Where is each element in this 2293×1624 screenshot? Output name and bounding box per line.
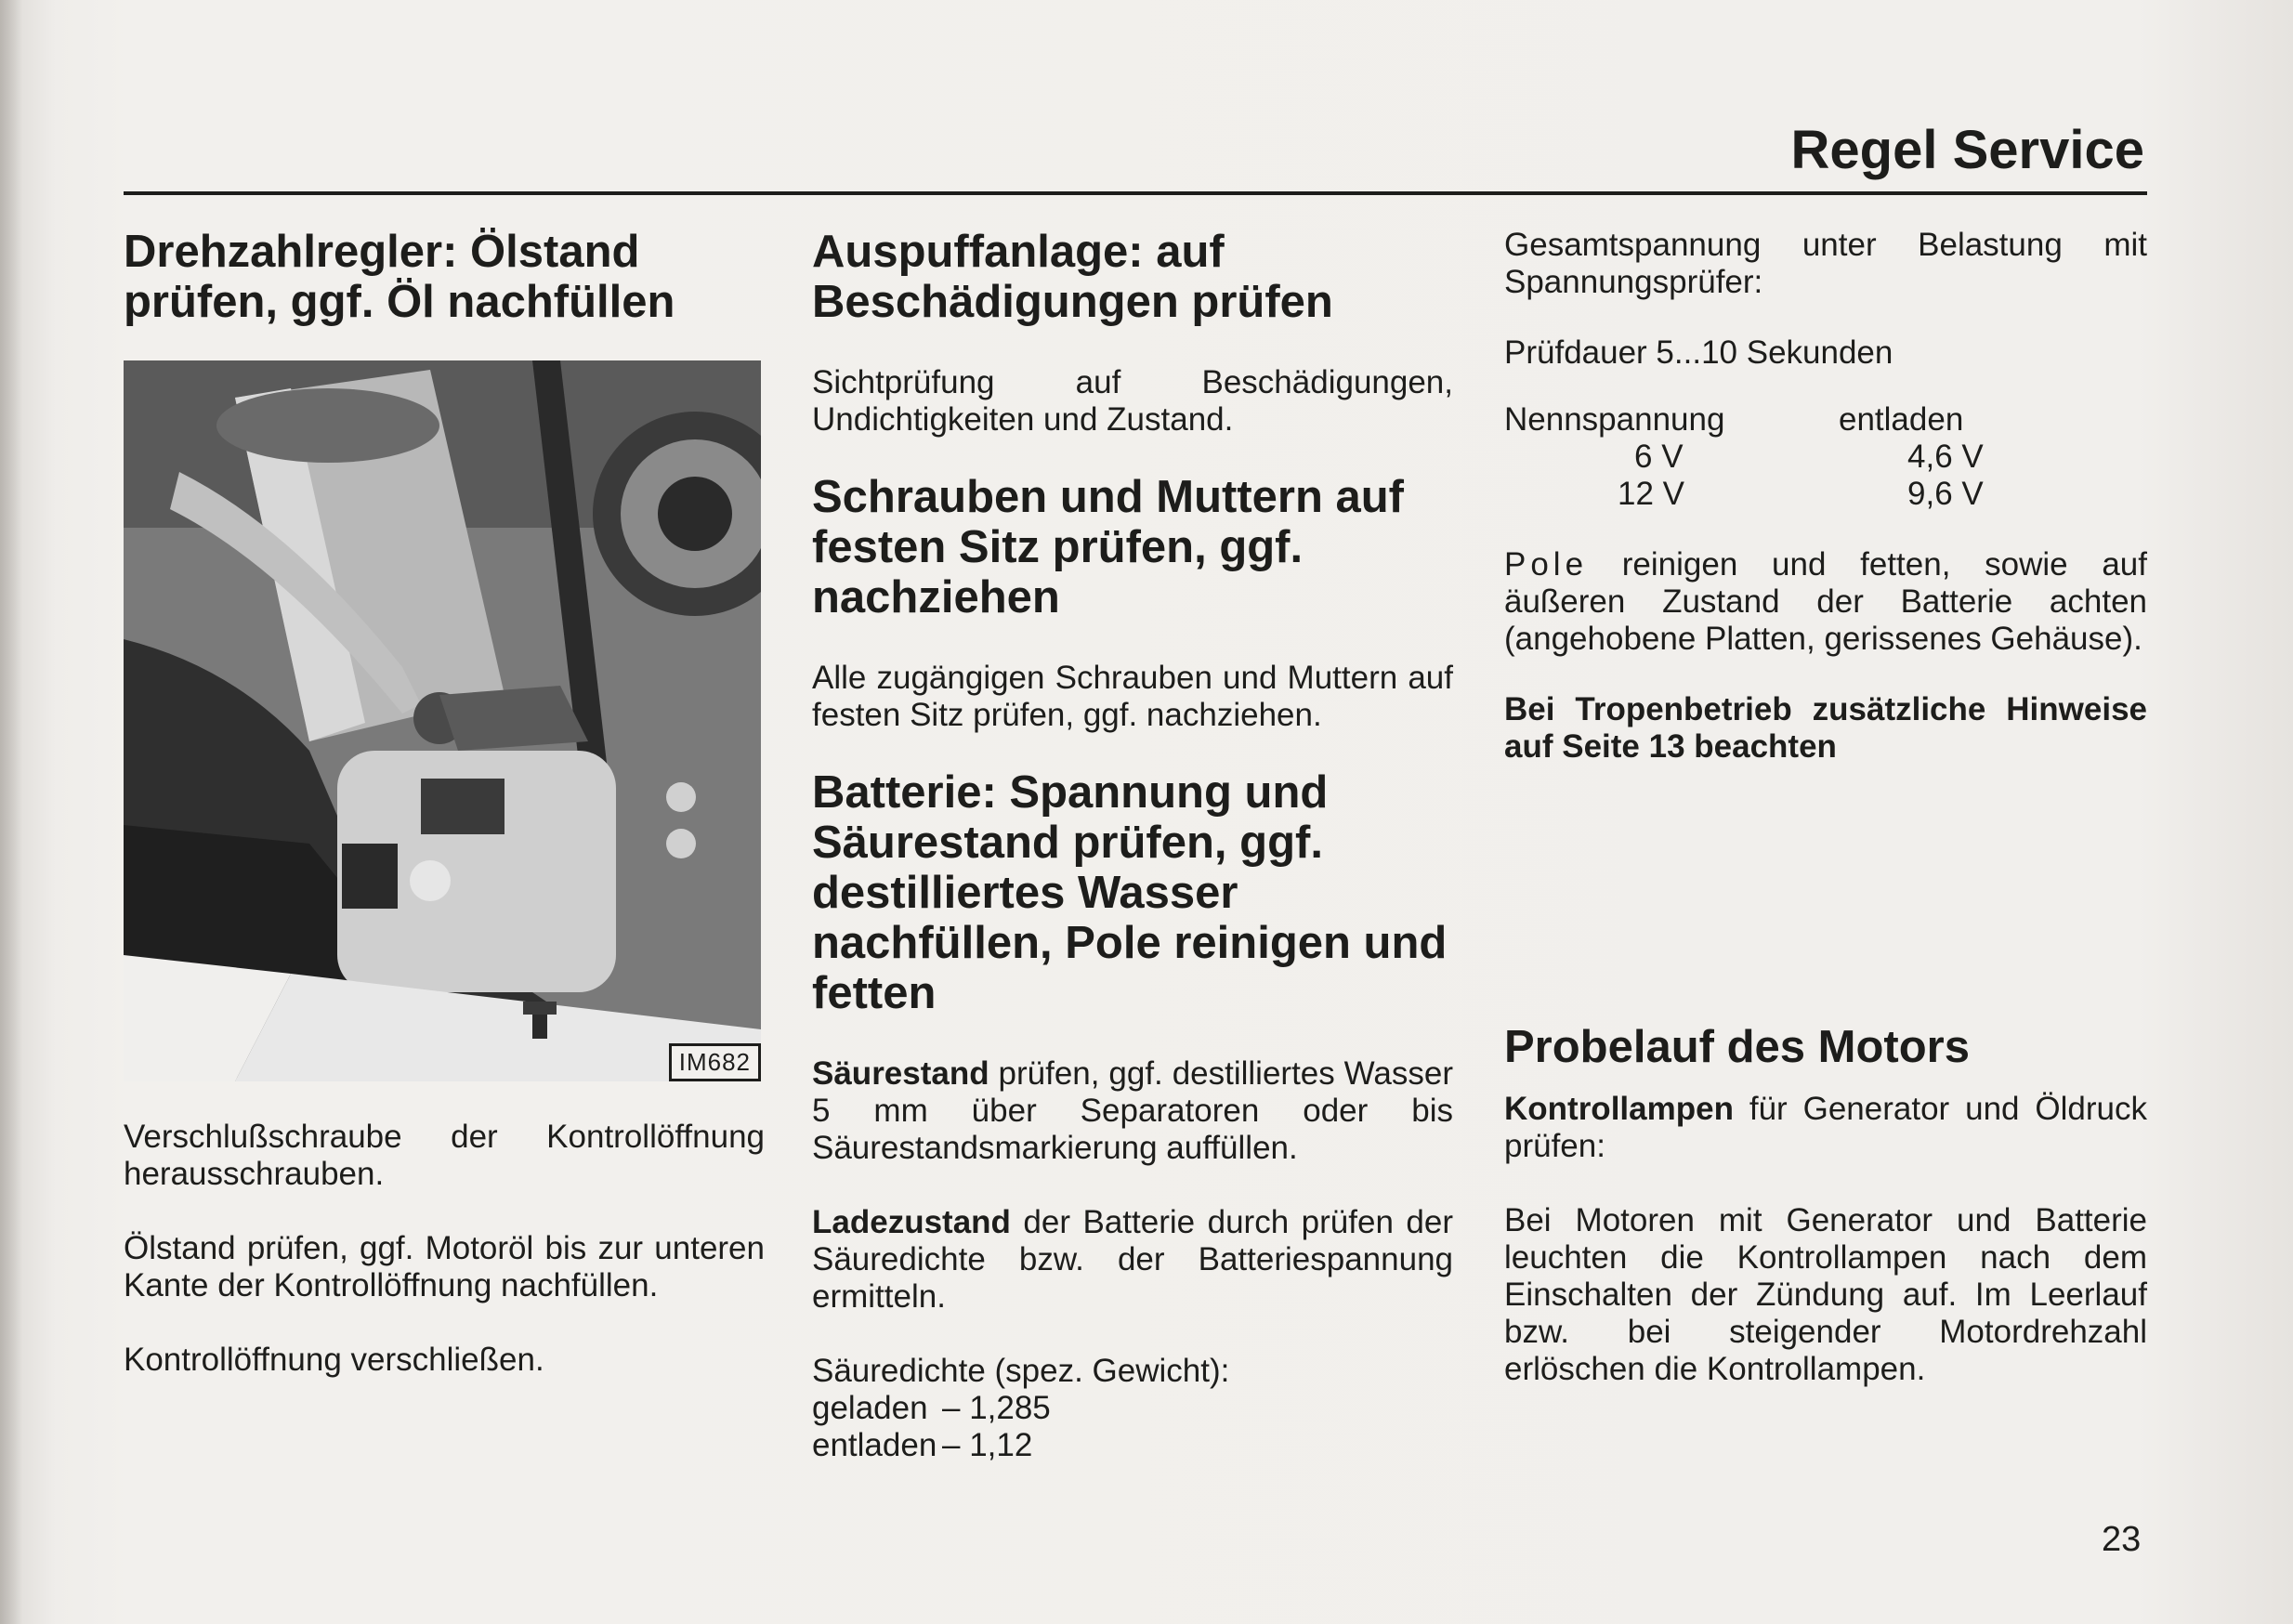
voltage-table-row: [1504, 476, 2147, 513]
paragraph: Kontrollöffnung verschließen.: [124, 1342, 544, 1378]
paragraph: Sichtprüfung auf Beschädigungen, Undichtigkeiten und Zustand.: [812, 364, 1453, 438]
tropical-note-text: Bei Tropenbetrieb zusätzliche Hinweise auf Seite 13 beachten: [1504, 691, 2147, 765]
tropical-note: [1504, 691, 2147, 766]
heading-battery: Batterie: Spannung und Säurestand prüfen, ggf. destilliertes Wasser nachfüllen, Pole reinigen und fetten: [812, 767, 1448, 1018]
text: reinigen und fetten, sowie auf äußeren Zustand der Batterie achten (angehobene Platten, gerissenes Gehäuse).: [1504, 546, 2147, 657]
density-label: entladen: [812, 1427, 937, 1463]
voltage-table-header: [1504, 401, 2147, 439]
term-poles: Pole: [1504, 546, 1589, 583]
text: prüfen, ggf. destilliertes Wasser 5 mm über Separatoren oder bis Säurestandsmarkierung auffüllen.: [812, 1055, 1453, 1166]
binding-shadow: [0, 0, 22, 1624]
heading-test-run: Probelauf des Motors: [1504, 1022, 1970, 1072]
term-acid-level: Säurestand: [812, 1055, 989, 1092]
text: der Batterie durch prüfen der Säuredichte bzw. der Batteriespannung ermitteln.: [812, 1204, 1453, 1315]
paragraph-charge-state: [812, 1204, 1453, 1316]
engine-photo: [124, 360, 761, 1081]
heading-screws: Schrauben und Muttern auf festen Sitz prüfen, ggf. nachziehen: [812, 472, 1404, 622]
paragraph: Bei Motoren mit Generator und Batterie leuchten die Kontrollampen nach dem Einschalten der Zündung auf. Im Leerlauf bzw. bei steigender Motordrehzahl erlöschen die Kontrollampen.: [1504, 1202, 2147, 1387]
section-title: Regel Service: [1790, 120, 2144, 180]
paragraph-warning-lamps: [1504, 1091, 2147, 1165]
acid-density-list: [812, 1353, 1453, 1464]
density-value: – 1,285: [942, 1390, 1051, 1426]
term-warning-lamps: Kontrollampen: [1504, 1091, 1734, 1127]
figure-reference-label: IM682: [669, 1043, 761, 1081]
column-header: Nennspannung: [1504, 401, 1725, 438]
nominal-voltage: 6 V: [1634, 439, 1684, 475]
column-right: [1504, 227, 2147, 1388]
term-charge-state: Ladezustand: [812, 1204, 1011, 1240]
header-rule: [124, 191, 2147, 195]
paragraph: Gesamtspannung unter Belastung mit Spannungsprüfer:: [1504, 227, 2147, 300]
paragraph: Ölstand prüfen, ggf. Motoröl bis zur unteren Kante der Kontrollöffnung nachfüllen.: [124, 1230, 765, 1303]
column-header: entladen: [1839, 401, 1964, 438]
page-number: 23: [2102, 1520, 2142, 1559]
acid-density-row: [812, 1427, 1453, 1464]
paragraph-acid-level: [812, 1055, 1453, 1167]
acid-density-title: Säuredichte (spez. Gewicht):: [812, 1353, 1230, 1389]
column-left: [124, 227, 765, 1379]
density-label: geladen: [812, 1390, 928, 1426]
paragraph-poles: [1504, 546, 2147, 658]
density-value: – 1,12: [942, 1427, 1033, 1463]
text: für Generator und Öldruck prüfen:: [1504, 1091, 2147, 1164]
discharged-voltage: 4,6 V: [1907, 439, 1984, 475]
heading-governor: Drehzahlregler: Ölstand prüfen, ggf. Öl nachfüllen: [124, 227, 675, 327]
paragraph: Alle zugängigen Schrauben und Muttern auf festen Sitz prüfen, ggf. nachziehen.: [812, 660, 1453, 733]
heading-exhaust: Auspuffanlage: auf Beschädigungen prüfen: [812, 227, 1333, 327]
discharged-voltage: 9,6 V: [1907, 476, 1984, 512]
nominal-voltage: 12 V: [1618, 476, 1684, 512]
acid-density-row: [812, 1390, 1453, 1427]
voltage-table-row: [1504, 439, 2147, 476]
voltage-table: [1504, 401, 2147, 513]
paragraph: Verschlußschraube der Kontrollöffnung herausschrauben.: [124, 1119, 765, 1192]
column-middle: [812, 227, 1453, 1464]
paragraph: Prüfdauer 5...10 Sekunden: [1504, 334, 1893, 371]
